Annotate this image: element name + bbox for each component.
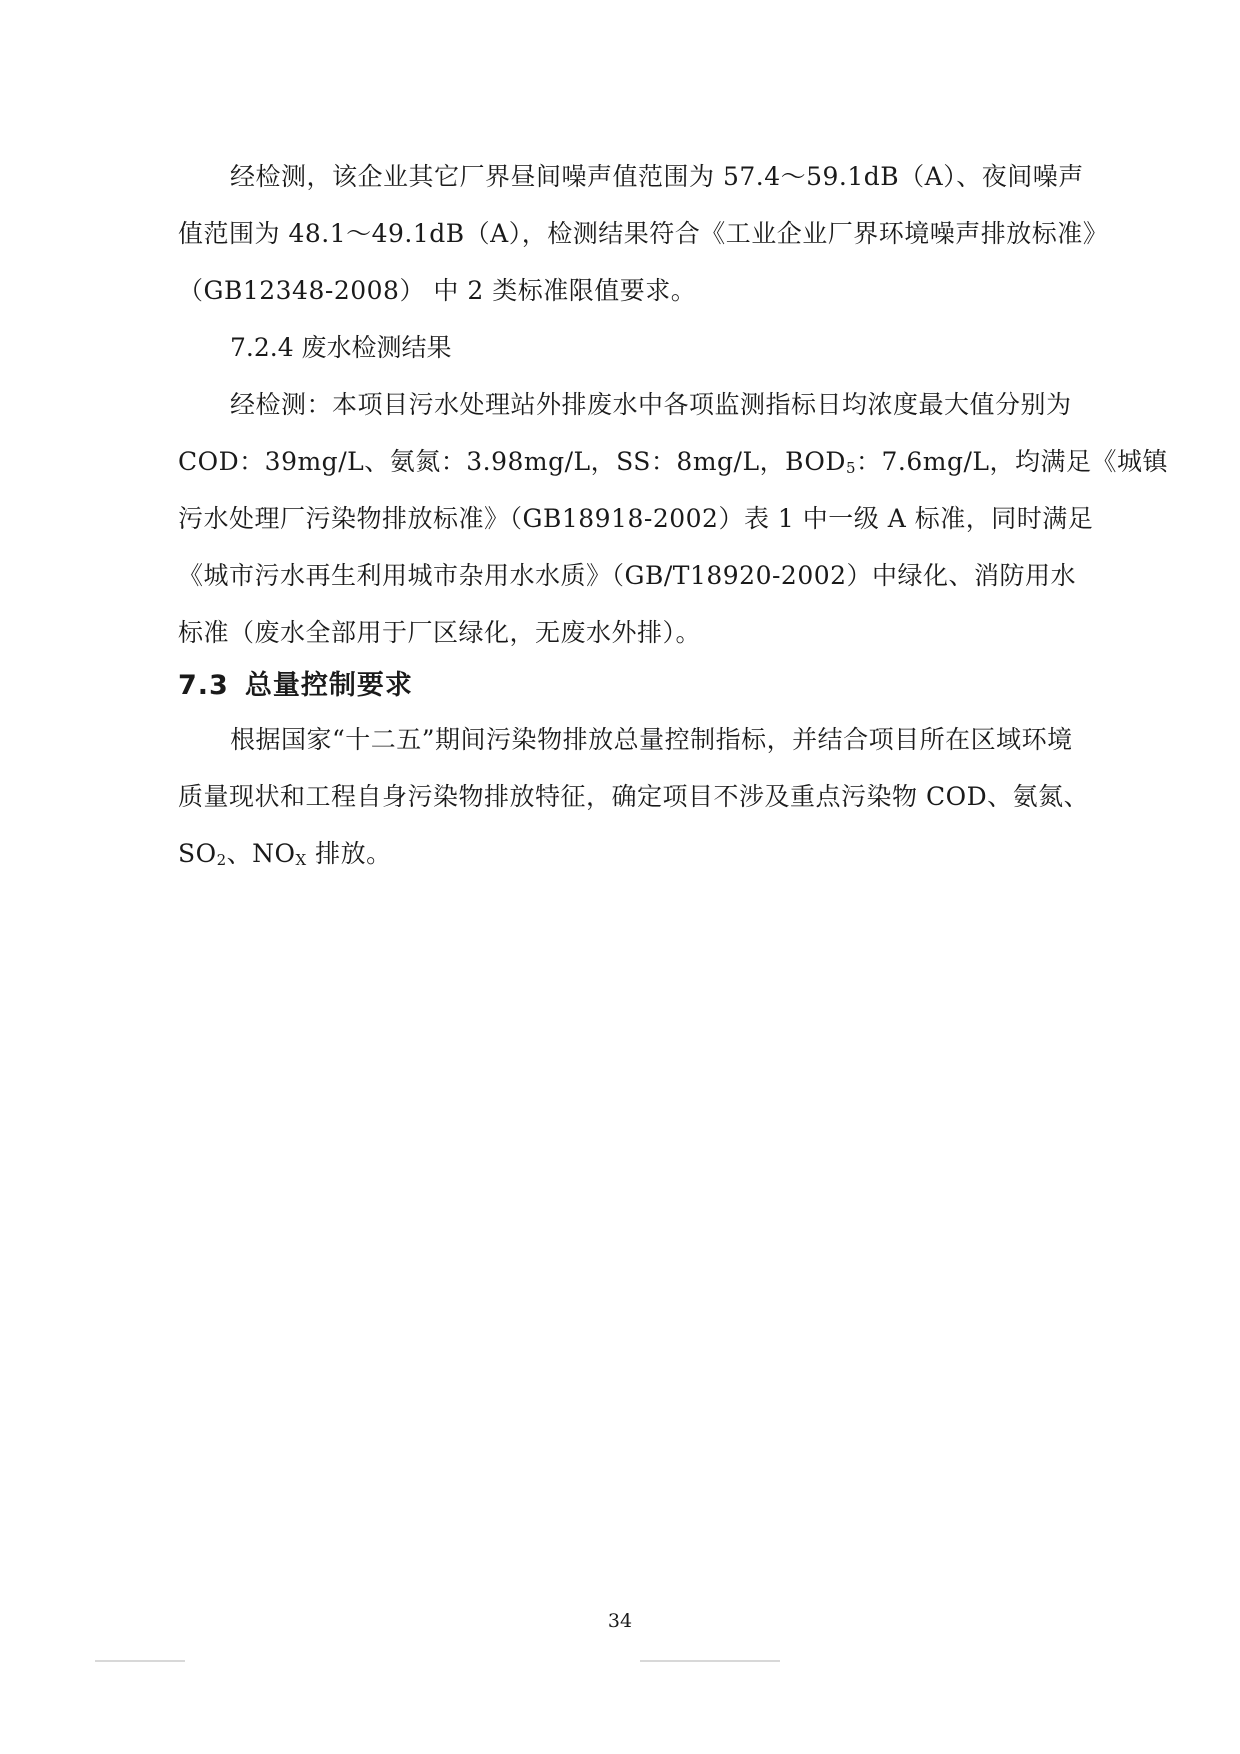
wastewater-result-paragraph (178, 376, 1168, 661)
text-run: SO (178, 839, 217, 868)
page-content (178, 148, 1168, 882)
paragraph-line (178, 825, 1054, 882)
subscript: X (295, 851, 307, 869)
paragraph-line: 《城市污水再生利用城市杂用水水质》（GB/T18920-2002）中绿化、消防用水 (178, 561, 1077, 590)
scan-artifact-line (640, 1660, 780, 1662)
paragraph-line: 经检测：本项目污水处理站外排废水中各项监测指标日均浓度最大值分别为 (230, 390, 1072, 419)
wastewater-subheading: 7.2.4 废水检测结果 (230, 333, 452, 362)
total-control-paragraph (178, 711, 1090, 882)
text-run: 排放。 (306, 839, 392, 868)
subscript: 2 (216, 851, 227, 869)
paragraph-line: 值范围为 48.1～49.1dB（A），检测结果符合《工业企业厂界环境噪声排放标准》 (178, 219, 1109, 248)
noise-result-paragraph (178, 148, 1109, 319)
paragraph-line: 经检测，该企业其它厂界昼间噪声值范围为 57.4～59.1dB（A）、夜间噪声 (230, 162, 1084, 191)
text-run: COD：39mg/L、氨氮：3.98mg/L，SS：8mg/L，BOD (178, 447, 846, 476)
section-number: 7.3 (178, 670, 229, 701)
scan-artifact-line (95, 1660, 185, 1662)
paragraph-line: 根据国家“十二五”期间污染物排放总量控制指标，并结合项目所在区域环境 (230, 725, 1073, 754)
page-number: 34 (607, 1610, 633, 1632)
subscript: 5 (845, 459, 856, 477)
paragraph-line: （GB12348-2008） 中 2 类标准限值要求。 (178, 276, 697, 305)
text-run: ：7.6mg/L，均满足《城镇 (856, 447, 1168, 476)
paragraph-line: 污水处理厂污染物排放标准》（GB18918-2002）表 1 中一级 A 标准，同时满足 (178, 504, 1094, 533)
paragraph-line (178, 433, 1168, 490)
text-run: 、NO (226, 839, 296, 868)
paragraph-line: 质量现状和工程自身污染物排放特征，确定项目不涉及重点污染物 COD、氨氮、 (178, 782, 1090, 811)
section-title-text: 总量控制要求 (244, 670, 413, 701)
paragraph-line: 标准（废水全部用于厂区绿化，无废水外排）。 (178, 618, 702, 647)
section-heading (178, 661, 1054, 711)
